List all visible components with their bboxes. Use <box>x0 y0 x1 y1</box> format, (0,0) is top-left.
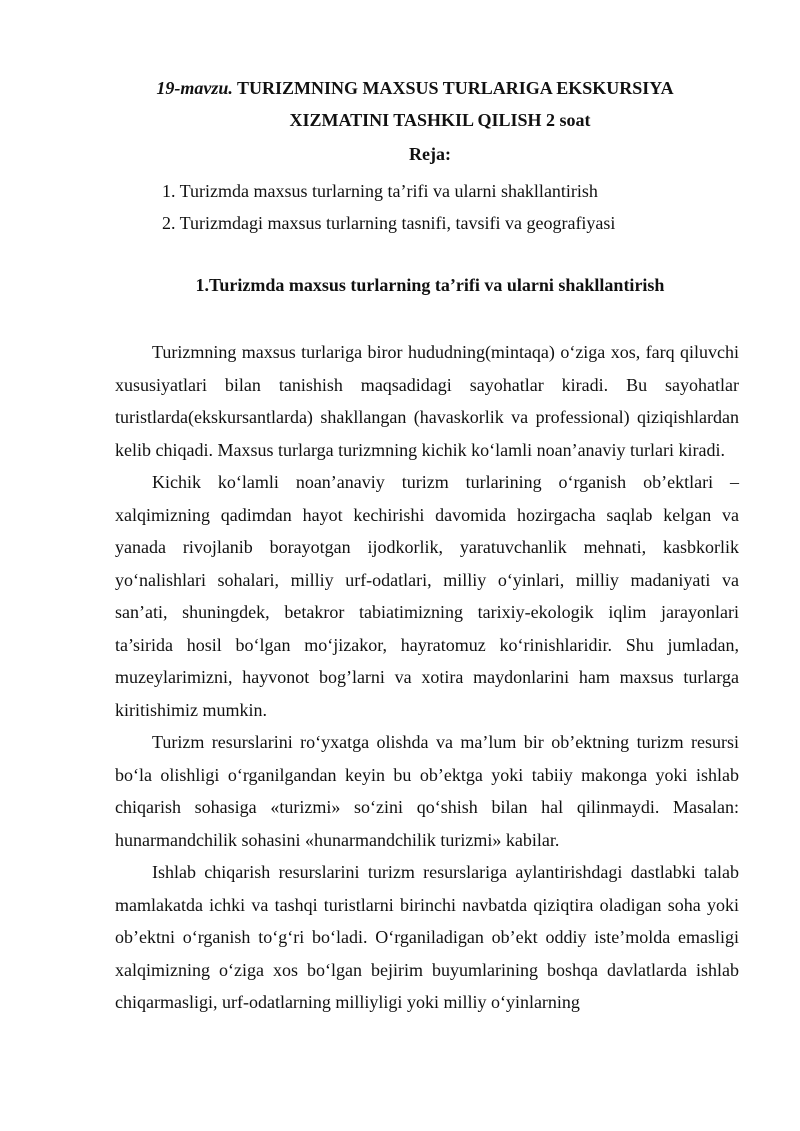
plan-heading: Reja: <box>409 144 451 164</box>
plan-item: 1. Turizmda maxsus turlarning ta’rifi va ularni shakllantirish <box>162 181 598 201</box>
paragraph: Turizm resurslarini ro‘yxatga olishda va ma’lum bir ob’ektning turizm resursi bo‘la olishligi o‘rganilgandan keyin bu ob’ektga yoki tabiiy makonga yoki ishlab chiqarish sohasiga «turizmi» so‘zini qo‘shish bilan hal qilinmaydi. Masalan: hunarmandchilik sohasini «hunarmandchilik turizmi» kabilar. <box>115 732 739 850</box>
paragraph: Ishlab chiqarish resurslarini turizm resurslariga aylantirishdagi dastlabki talab mamlakatda ichki va tashqi turistlarni birinchi navbatda qiziqtira oladigan soha yoki ob’ektni o‘rganish to‘g‘ri bo‘ladi. O‘rganiladigan ob’ekt oddiy iste’molda emasligi xalqimizning o‘ziga xos bo‘lgan bejirim buyumlarining boshqa davlatlarda ishlab chiqarmasligi, urf-odatlarning milliyligi yoki milliy o‘yinlarning <box>115 862 739 1012</box>
document-title-line-1 <box>0 77 800 99</box>
section-heading: 1.Turizmda maxsus turlarning ta’rifi va ularni shakllantirish <box>195 275 665 295</box>
title-text-line-1: TURIZMNING MAXSUS TURLARIGA EKSKURSIYA <box>232 78 674 98</box>
topic-number: 19-mavzu. <box>156 78 233 98</box>
plan-list <box>162 175 615 239</box>
body-text <box>115 336 739 1019</box>
paragraph: Turizmning maxsus turlariga biror hududning(mintaqa) o‘ziga xos, farq qiluvchi xususiyatlari bilan tanishish maqsadidagi sayohatlar kiradi. Bu sayohatlar turistlarda(ekskursantlarda) shakllangan (havaskorlik va professional) qiziqishlardan kelib chiqadi. Maxsus turlarga turizmning kichik ko‘lamli noan’anaviy turlari kiradi. <box>115 342 739 460</box>
document-title-line-2: XIZMATINI TASHKIL QILISH 2 soat <box>289 110 591 130</box>
plan-item: 2. Turizmdagi maxsus turlarning tasnifi, tavsifi va geografiyasi <box>162 213 616 233</box>
paragraph: Kichik ko‘lamli noan’anaviy turizm turlarining o‘rganish ob’ektlari – xalqimizning qadimdan hayot kechirishi davomida hozirgacha saqlab kelgan va yanada rivojlanib borayotgan ijodkorlik, yaratuvchanlik mehnati, kasbkorlik yo‘nalishlari sohalari, milliy urf-odatlari, milliy o‘yinlari, milliy madaniyati va san’ati, shuningdek, betakror tabiatimizning tarixiy-ekologik iqlim jarayonlari ta’sirida hosil bo‘lgan mo‘jizakor, hayratomuz ko‘rinishlaridir. Shu jumladan, muzeylarimizni, hayvonot bog’larni va xotira maydonlarini ham maxsus turlarga kiritishimiz mumkin. <box>115 472 739 720</box>
